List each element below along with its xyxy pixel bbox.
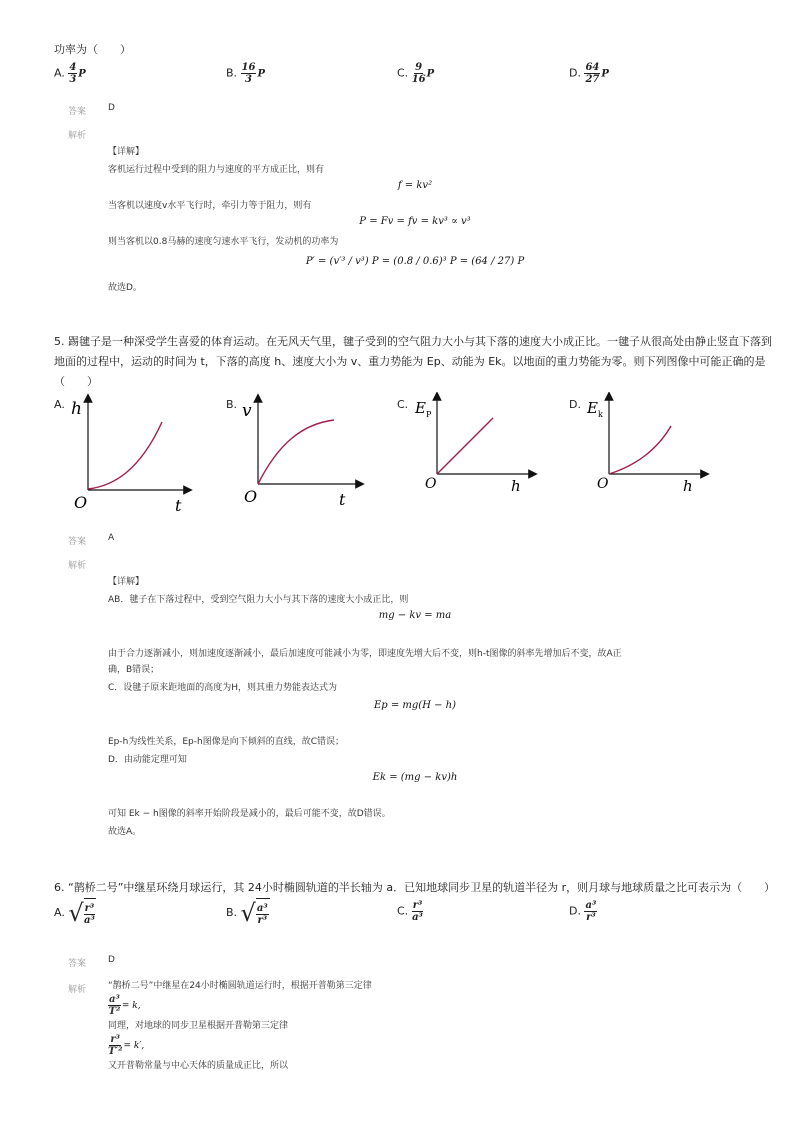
q6-analysis-label: 解析 [68,985,87,995]
y-axis-label: v [242,401,252,421]
y-axis-label: h [71,399,82,419]
q6-option-b[interactable]: B. √ $\frac{\text{a³}}{\text{r³}}$ [226,899,268,927]
q4-equation-3: P′ = (v′³ / v³) P = (0.8 / 0.6)³ P = (64 / 27) P [305,256,525,267]
ek-h-curve [609,426,671,474]
x-axis-label: t [175,496,182,515]
q6-equation-2: $\frac{\text{r³}}{\text{T′²}}$ = k′, [108,1034,145,1057]
q5-stem-line-2: 地面的过程中，运动的时间为 t，下落的高度 h、速度大小为 v、重力势能为 Ep、动能为 Ek。以地面的重力势能为零。则下列图像中可能正确的是 [54,355,766,368]
y-axis-label: $E_k$ [587,399,603,419]
q4-option-b[interactable]: B. $\frac{16}{3}$ P [226,62,265,85]
q4-solution-heading: 【详解】 [108,147,145,157]
q5-solution-heading: 【详解】 [108,577,145,587]
q5-solution-line: 由于合力逐渐减小，则加速度逐渐减小，最后加速度可能减小为零，即速度先增大后不变，则h-t图像的斜率先增加后不变，故A正 [108,649,622,659]
q6-solution-line: “鹊桥二号”中继星在24小时椭圆轨道运行时，根据开普勒第三定律 [108,981,372,991]
ep-h-line [437,418,493,474]
q5-equation-1: mg − kv = ma [378,610,452,621]
q5-solution-line: 确，B错误； [108,665,160,675]
q4-option-c[interactable]: C. $\frac{9}{16}$ P [397,62,435,85]
sqrt-symbol: √ $\frac{\text{a³}}{\text{r³}}$ [240,899,268,927]
q6-stem: 6. “鹊桥二号”中继星环绕月球运行，其 24小时椭圆轨道的半长轴为 a．已知地球同步卫星的轨道半径为 r，则月球与地球质量之比可表示为（ ） [54,881,776,894]
q5-graph-a[interactable] [62,392,202,516]
q4-answer: D [108,103,115,113]
q5-conclusion: 故选A。 [108,827,142,837]
q4-option-c-fraction: $\frac{9}{16}$ [411,62,426,85]
q5-answer: A [108,533,115,543]
q5-option-a-letter[interactable]: A. [54,398,65,411]
q5-solution-line: 可知 Ek − h图像的斜率开始阶段是减小的，最后可能不变，故D错误。 [108,809,391,819]
x-axis-label: t [339,490,346,509]
q4-option-b-fraction: $\frac{16}{3}$ [241,62,256,85]
q5-stem-line-1: 5. 踢毽子是一种深受学生喜爱的体育运动。在无风天气里，毽子受到的空气阻力大小与其下落的速度大小成正比。一毽子从很高处由静止竖直下落到 [54,335,772,348]
origin-label: O [597,476,609,492]
q5-solution-line: C．设毽子原来距地面的高度为H，则其重力势能表达式为 [108,683,338,693]
x-axis-label: h [683,477,693,495]
q5-solution-line: Ep-h为线性关系，Ep-h图像是向下倾斜的直线，故C错误； [108,737,344,747]
q6-answer: D [108,955,115,965]
q4-solution-line: 则当客机以0.8马赫的速度匀速水平飞行，发动机的功率为 [108,237,339,247]
q4-solution-line: 客机运行过程中受到的阻力与速度的平方成正比，则有 [108,165,325,175]
q5-solution-line: D．由动能定理可知 [108,755,187,765]
q5-equation-3: Ek = (mg − kv)h [372,772,458,783]
q4-equation-2: P = Fv = fv = kv³ ∝ v³ [359,216,471,227]
q5-option-d-letter[interactable]: D. [569,398,581,411]
x-axis-label: h [511,477,521,495]
sqrt-symbol: √ $\frac{\text{r³}}{\text{a³}}$ [68,899,95,927]
q6-option-a[interactable]: A. √ $\frac{\text{r³}}{\text{a³}}$ [54,899,95,927]
q5-stem-line-3: （ ） [54,375,98,388]
origin-label: O [244,487,258,506]
q6-option-d-fraction: $\frac{\text{a³}}{\text{r³}}$ [585,900,597,923]
q4-solution-line: 当客机以速度v水平飞行时，牵引力等于阻力，则有 [108,201,312,211]
q4-conclusion: 故选D。 [108,283,142,293]
q6-solution-line: 同理，对地球的同步卫星根据开普勒第三定律 [108,1021,289,1031]
q6-option-c-fraction: $\frac{\text{r³}}{\text{a³}}$ [412,900,423,923]
q4-answer-label: 答案 [68,107,87,117]
q4-option-d-fraction: $\frac{64}{27}$ [585,62,600,85]
q4-option-a-fraction: $\frac{4}{3}$ [69,62,77,85]
q6-option-d[interactable]: D. $\frac{\text{a³}}{\text{r³}}$ [569,900,597,923]
origin-label: O [425,476,437,492]
q6-option-c[interactable]: C. $\frac{\text{r³}}{\text{a³}}$ [397,900,423,923]
h-t-curve [88,422,162,489]
q5-graph-d[interactable] [577,392,717,502]
v-t-curve [258,420,334,484]
q4-stem-tail: 功率为（ ） [54,43,131,56]
q5-graph-c[interactable] [405,392,545,502]
q5-graph-b[interactable] [234,392,374,516]
q5-option-c-letter[interactable]: C. [397,398,409,411]
q6-solution-line: 又开普勒常量与中心天体的质量成正比，所以 [108,1061,289,1071]
q6-equation-1: $\frac{\text{a³}}{\text{T²}}$ = k, [108,994,141,1017]
q4-option-d[interactable]: D. $\frac{64}{27}$ P [569,62,609,85]
q5-solution-line: AB．毽子在下落过程中，受到空气阻力大小与其下落的速度大小成正比，则 [108,595,409,605]
q5-analysis-label: 解析 [68,561,87,571]
q5-equation-2: Ep = mg(H − h) [373,700,457,711]
y-axis-label: $E_P$ [415,399,432,419]
q5-option-b-letter[interactable]: B. [226,398,238,411]
q5-answer-label: 答案 [68,537,87,547]
q4-option-a[interactable]: A. $\frac{4}{3}$ P [54,62,86,85]
q4-equation-1: f = kv² [397,180,433,191]
q4-analysis-label: 解析 [68,131,87,141]
origin-label: O [74,493,88,512]
q6-answer-label: 答案 [68,959,87,969]
